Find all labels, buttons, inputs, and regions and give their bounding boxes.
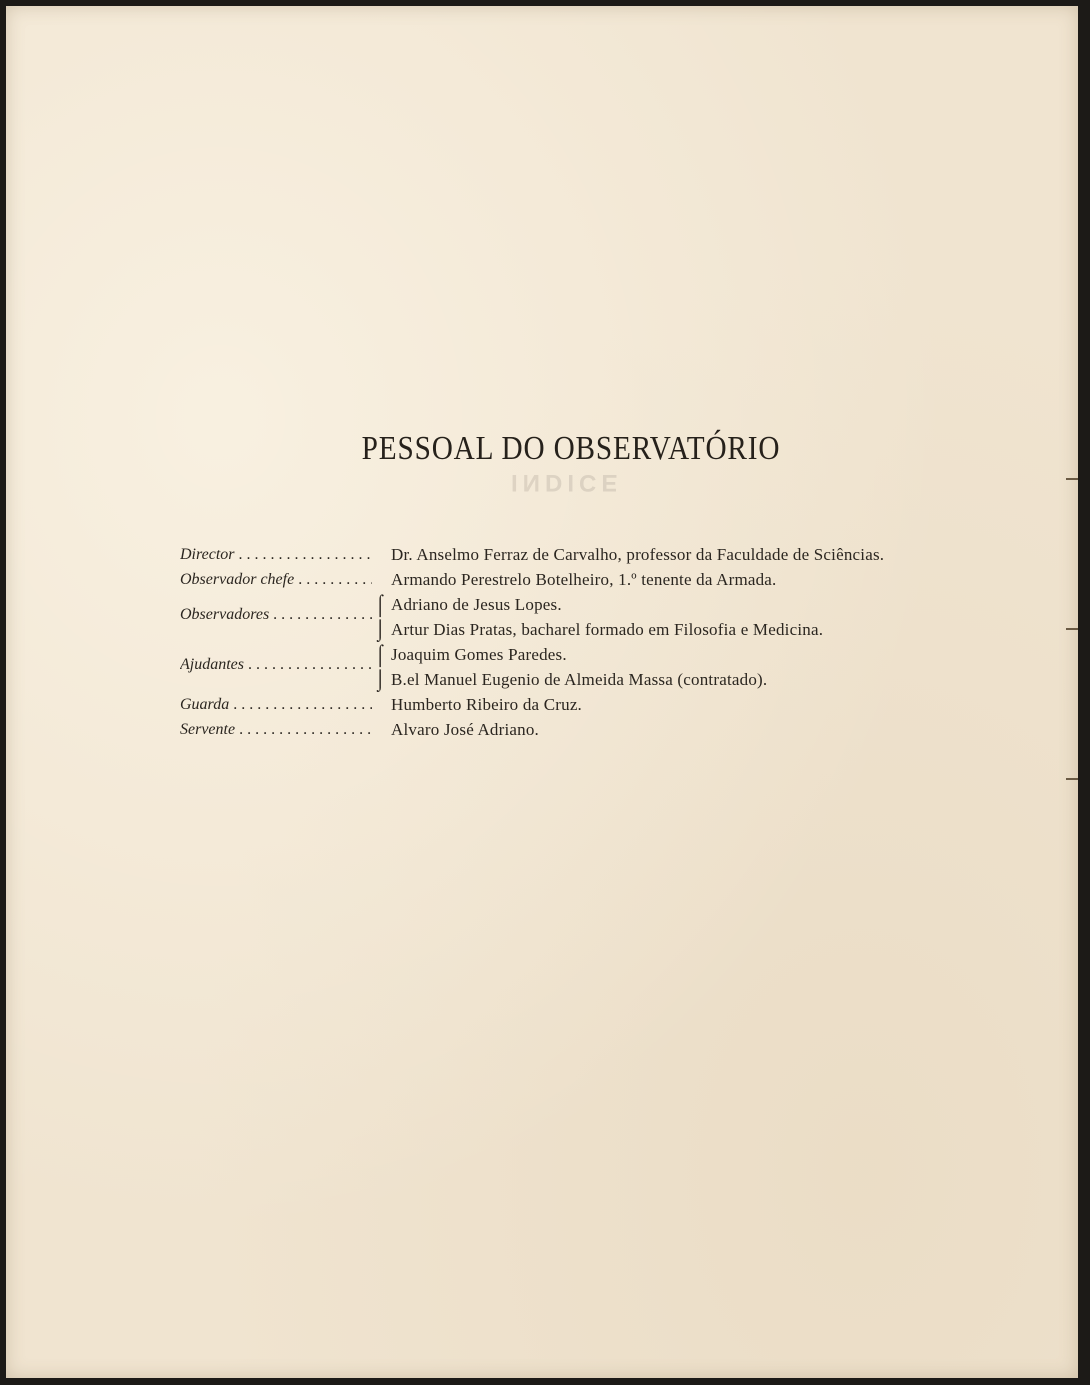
brace-bottom-icon: ⌡ [374, 619, 387, 641]
document-page [6, 6, 1078, 1378]
staff-role: Director . . . [180, 543, 372, 567]
staff-name: B.el Manuel Eugenio de Almeida Massa (contratado). [391, 670, 768, 689]
staff-role: Servente . . . [180, 718, 372, 742]
staff-name: Adriano de Jesus Lopes. [391, 595, 562, 614]
staff-role: Observador chefe . . . [180, 568, 372, 592]
staff-name: Alvaro José Adriano. [391, 720, 540, 739]
staff-name: Humberto Ribeiro da Cruz. [391, 695, 583, 714]
staff-name: Armando Perestrelo Botelheiro, 1.º tenente da Armada. [391, 570, 777, 589]
staff-name: Artur Dias Pratas, bacharel formado em Filosofia e Medicina. [391, 620, 824, 639]
staff-role: Observadores . . . [180, 603, 372, 627]
binding-mark [1066, 478, 1078, 480]
binding-mark [1066, 778, 1078, 780]
brace-top-icon: ⌠ [374, 644, 387, 666]
show-through-text: INDICE [511, 469, 623, 496]
staff-role: Guarda . . . [180, 693, 372, 717]
staff-name: Joaquim Gomes Paredes. [391, 645, 567, 664]
brace-bottom-icon: ⌡ [374, 669, 387, 691]
brace-top-icon: ⌠ [374, 594, 387, 616]
binding-mark [1066, 628, 1078, 630]
staff-role: Ajudantes . . . [180, 653, 372, 677]
staff-name: Dr. Anselmo Ferraz de Carvalho, professor da Faculdade de Sciências. [391, 545, 885, 564]
page-title: PESSOAL DO OBSERVATÓRIO [361, 430, 781, 467]
